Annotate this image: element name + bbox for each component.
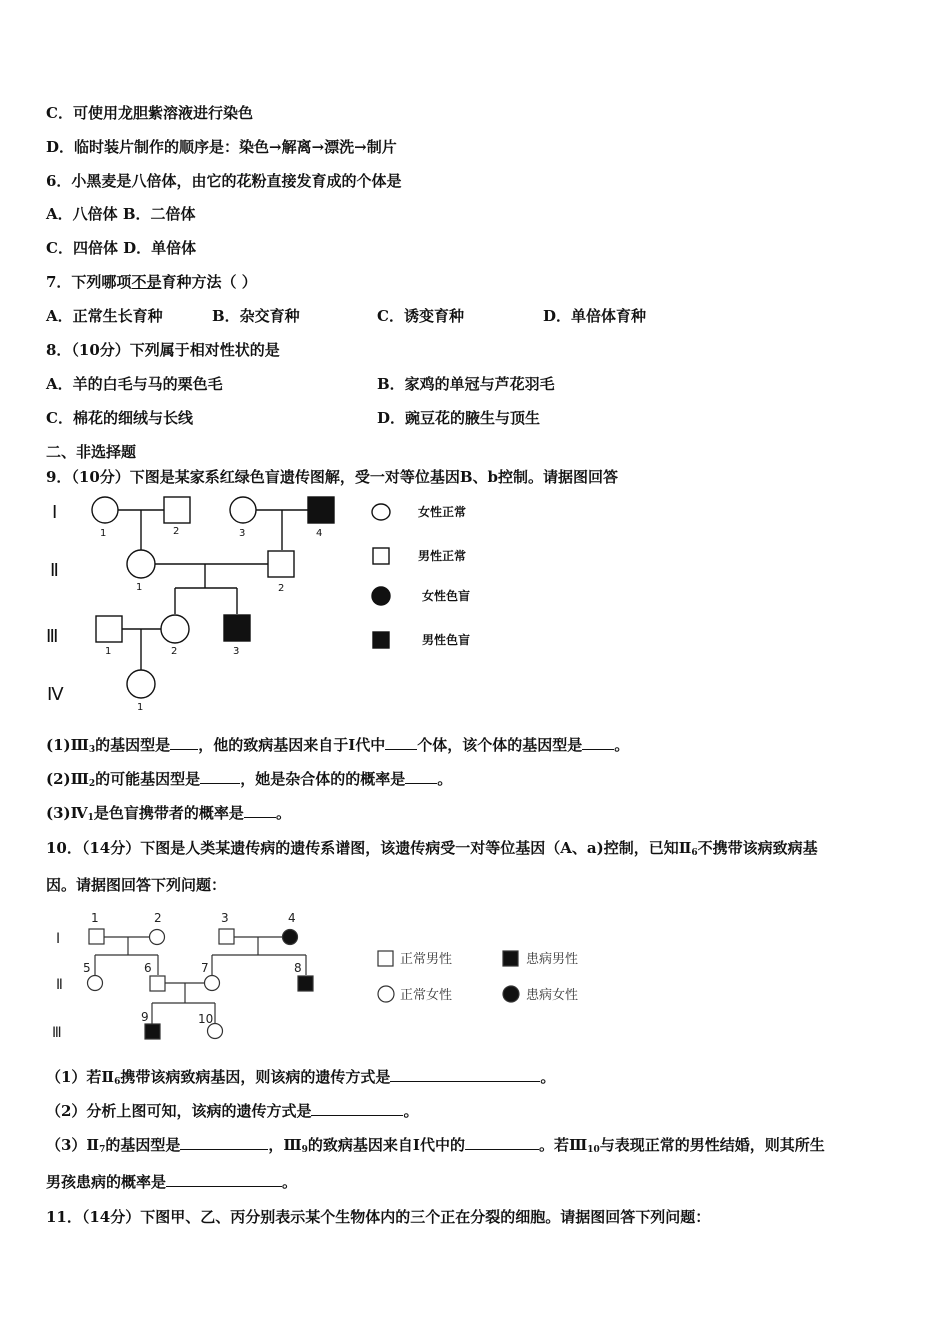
answer-blank[interactable] [405,769,437,784]
q10-stem-line1 [46,838,818,863]
legend-female-normal-symbol [372,504,390,520]
q9-subquestion-3 [46,803,291,828]
q9-ind-number: 1 [100,528,107,539]
q9-s1-text: 的基因型是 [95,736,171,754]
legend-affected-male-label: 患病男性 [526,952,579,967]
q9-gen-label: Ⅱ [50,560,59,581]
answer-blank[interactable] [311,1101,403,1116]
q9-pedigree-figure [40,490,500,712]
q10-s1-sub: 6 [114,1077,121,1087]
q11-stem: 11．（14分）下图甲、乙、丙分别表示某个生物体内的三个正在分裂的细胞。请据图回答下列问题： [46,1208,711,1226]
q8-option-c: C．棉花的细绒与长线 [46,409,193,427]
q10-ii8-male-affected [298,976,313,991]
q10-i2-female-normal [150,930,165,945]
q10-stem-text: 10．（14分）下图是人类某遗传病的遗传系谱图，该遗传病受一对等位基因（A、a)控制，已知Ⅱ [46,839,692,857]
q9-s1-text: 个体，该个体的基因型是 [417,736,583,754]
legend-male-colorblind-label: 男性色盲 [422,633,471,647]
q9-ind-number: 3 [239,528,246,539]
q10-s1-text: 携带该病致病基因，则该病的遗传方式是 [120,1068,391,1086]
q9-ind-number: 1 [105,646,112,657]
q5-option-d: D．临时装片制作的顺序是：染色→解离→漂洗→制片 [46,138,397,156]
q10-s4-text: 男孩患病的概率是 [46,1173,167,1191]
q9-ind-number: 3 [233,646,240,657]
answer-blank[interactable] [180,1135,268,1150]
q9-i2-male-normal [164,497,190,523]
legend-female-colorblind-label: 女性色盲 [422,589,471,603]
q9-ind-number: 1 [137,702,144,712]
answer-blank[interactable] [390,1067,540,1082]
q10-s3-sub: 10 [587,1145,600,1155]
q9-s2-end: 。 [437,770,453,788]
q10-ind-number: 1 [91,911,99,925]
q10-subquestion-3 [46,1135,825,1160]
q10-pedigree-figure [40,905,600,1043]
q9-i1-female-normal [92,497,118,523]
q7-option-b: B．杂交育种 [212,307,300,325]
q9-subquestion-1 [46,735,629,760]
legend-affected-female-symbol [503,986,519,1002]
q10-ii7-female-normal [205,976,220,991]
q9-iv1-female-normal [127,670,155,698]
q7-option-c: C．诱变育种 [377,307,464,325]
q9-gen-label: Ⅲ [46,626,59,647]
q9-s3-end: 。 [275,804,291,822]
q9-ind-number: 2 [173,526,180,537]
q9-s1-sub: 3 [88,745,96,755]
q10-ind-number: 7 [201,961,209,975]
q10-ind-number: 8 [294,961,302,975]
q9-gen-label: Ⅳ [47,684,64,705]
q7-stem [46,272,257,292]
q10-ii5-female-normal [88,976,103,991]
q10-subquestion-3-cont [46,1172,297,1192]
q10-s3-text: 。若Ⅲ [538,1136,588,1154]
q10-ind-number: 5 [83,961,91,975]
legend-normal-male-label: 正常男性 [400,952,453,967]
q10-s3-text: 的基因型是 [105,1136,181,1154]
answer-blank[interactable] [200,769,240,784]
q10-ind-number: 3 [221,911,229,925]
q9-ii1-female-normal [127,550,155,578]
legend-female-normal-label: 女性正常 [418,505,467,519]
q10-s3-text: 的致病基因来自Ⅰ代中的 [307,1136,465,1154]
q7-option-a: A．正常生长育种 [46,307,163,325]
q7-stem-emphasis: 不是 [131,273,162,291]
answer-blank[interactable] [244,803,276,818]
q10-s3-sub: 7 [99,1145,106,1155]
q6-options-cd: C．四倍体 D．单倍体 [46,239,197,257]
section-heading: 二、非选择题 [46,443,137,461]
q10-s2-end: 。 [403,1102,419,1120]
q10-gen-label: Ⅱ [56,977,63,993]
q10-s4-end: 。 [282,1173,298,1191]
q9-ind-number: 2 [278,583,285,594]
q9-s2-text: 的可能基因型是 [95,770,201,788]
answer-blank[interactable] [385,735,417,750]
q7-stem-post: 育种方法（ ） [161,273,257,291]
q10-gen-label: Ⅰ [56,931,61,947]
q9-s3-sub: 1 [87,813,94,823]
q9-gen-label: Ⅰ [52,502,58,523]
q9-ind-number: 1 [136,582,143,593]
q10-s3-text: 与表现正常的男性结婚，则其所生 [599,1136,825,1154]
q10-ind-number: 10 [198,1012,214,1026]
q10-subquestion-2 [46,1101,418,1121]
legend-male-normal-symbol [373,548,389,564]
q10-s3-text: ，Ⅲ [268,1136,302,1154]
answer-blank[interactable] [582,735,614,750]
legend-male-normal-label: 男性正常 [418,549,467,563]
q6-options-ab: A．八倍体 B．二倍体 [46,205,196,223]
q10-subquestion-1 [46,1067,555,1092]
q10-iii9-male-affected [145,1024,160,1039]
q8-stem: 8．（10分）下列属于相对性状的是 [46,341,280,359]
legend-normal-male-symbol [378,951,393,966]
q10-gen-label: Ⅲ [52,1025,62,1041]
legend-male-colorblind-symbol [373,632,389,648]
q9-s1-pre: (1)Ⅲ [46,736,89,754]
q9-i4-male-colorblind [308,497,334,523]
q9-s3-pre: (3)Ⅳ [46,804,88,822]
q5-option-c: C．可使用龙胆紫溶液进行染色 [46,104,253,122]
q10-i4-female-affected [283,930,298,945]
q9-subquestion-2 [46,769,452,794]
q10-ind-number: 6 [144,961,152,975]
q10-s3-text: （3）Ⅱ [46,1136,100,1154]
answer-blank[interactable] [465,1135,539,1150]
legend-normal-female-label: 正常女性 [400,988,453,1003]
q10-s1-pre: （1）若Ⅱ [46,1068,115,1086]
q9-s1-text: ，他的致病基因来自于Ⅰ代中 [198,736,386,754]
q10-ii6-male-normal [150,976,165,991]
q10-s1-end: 。 [540,1068,556,1086]
q9-ind-number: 2 [171,646,178,657]
q9-s2-text: ，她是杂合体的的概率是 [240,770,406,788]
q10-s3-sub: 9 [301,1145,308,1155]
legend-normal-female-symbol [378,986,394,1002]
q10-ind-number: 2 [154,911,162,925]
q9-iii1-male-normal [96,616,122,642]
legend-affected-male-symbol [503,951,518,966]
q9-stem: 9．（10分）下图是某家系红绿色盲遗传图解，受一对等位基因B、b控制。请据图回答 [46,468,618,486]
q6-stem: 6．小黑麦是八倍体，由它的花粉直接发育成的个体是 [46,172,402,190]
q9-s2-sub: 2 [88,779,96,789]
q10-stem-sub: 6 [691,848,698,858]
answer-blank[interactable] [170,735,198,750]
answer-blank[interactable] [166,1172,282,1187]
q10-s2-pre: （2）分析上图可知，该病的遗传方式是 [46,1102,312,1120]
q10-i3-male-normal [219,929,234,944]
q9-i3-female-normal [230,497,256,523]
q8-option-d: D．豌豆花的腋生与顶生 [377,409,541,427]
legend-affected-female-label: 患病女性 [526,988,579,1003]
q9-s2-pre: (2)Ⅲ [46,770,89,788]
q10-stem-text: 不携带该病致病基 [697,839,818,857]
q7-stem-pre: 7．下列哪项 [46,273,132,291]
q10-ind-number: 4 [288,911,296,925]
q10-i1-male-normal [89,929,104,944]
q9-s3-text: 是色盲携带者的概率是 [93,804,244,822]
q10-stem-line2: 因。请据图回答下列问题： [46,876,227,894]
q7-option-d: D．单倍体育种 [543,307,647,325]
q9-s1-end: 。 [614,736,630,754]
q9-iii3-male-colorblind [224,615,250,641]
q10-ind-number: 9 [141,1010,149,1024]
legend-female-colorblind-symbol [372,587,390,605]
q8-option-a: A．羊的白毛与马的栗色毛 [46,375,223,393]
q9-ind-number: 4 [316,528,323,539]
q9-iii2-female-normal [161,615,189,643]
q9-ii2-male-normal [268,551,294,577]
q8-option-b: B．家鸡的单冠与芦花羽毛 [377,375,555,393]
